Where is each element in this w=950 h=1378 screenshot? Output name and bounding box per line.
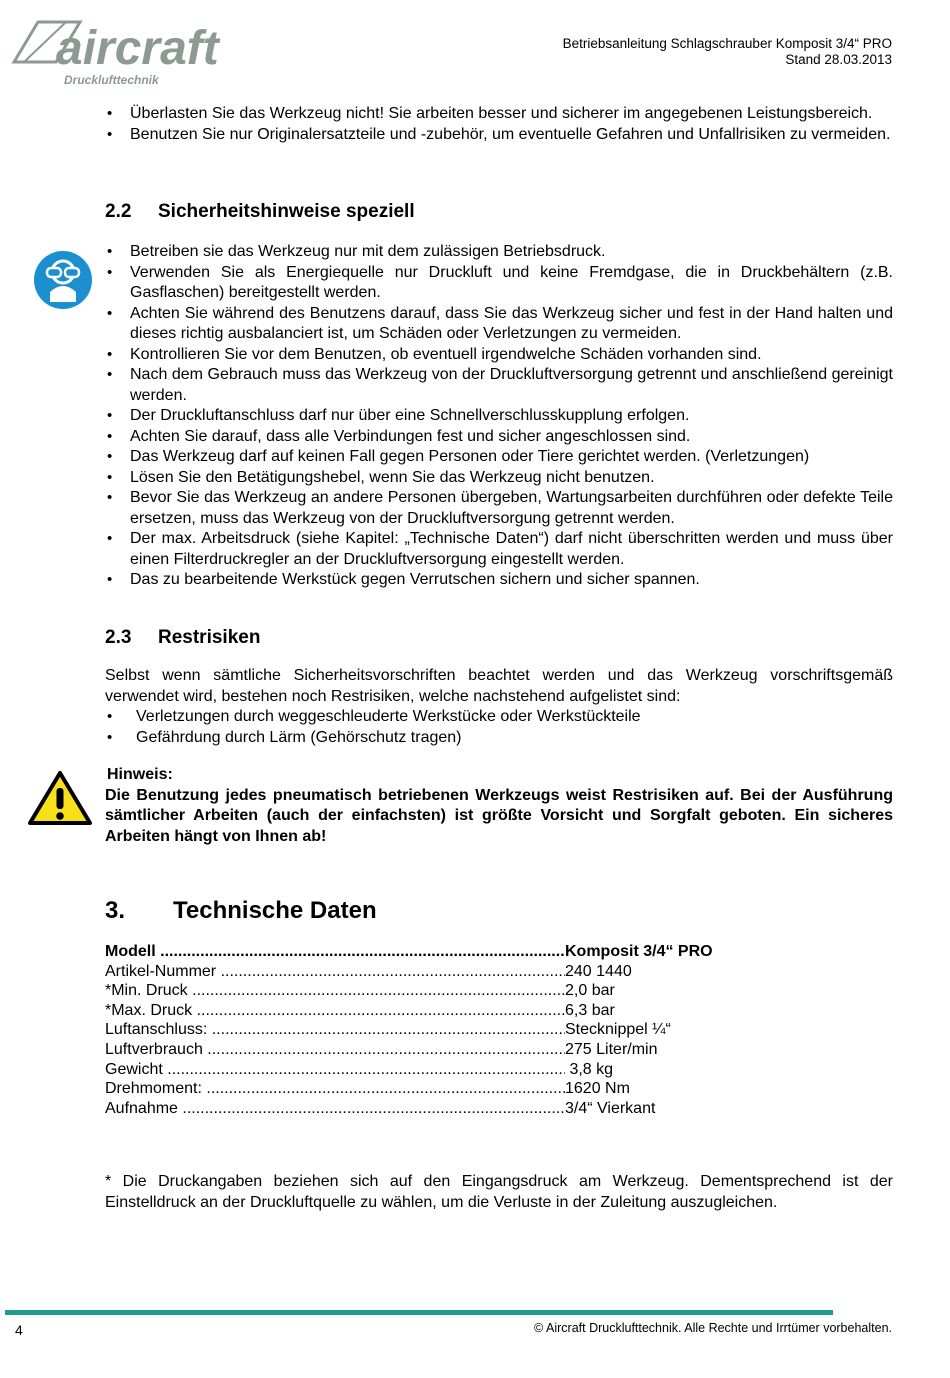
intro-section (105, 104, 893, 145)
page-number: 4 (15, 1322, 23, 1338)
section-3 (105, 896, 893, 926)
list-item: • Achten Sie darauf, dass alle Verbindungen fest und sicher angeschlossen sind. (105, 427, 893, 448)
document-header (563, 36, 892, 68)
note-label: Hinweis: (107, 766, 173, 783)
footnote (105, 1172, 893, 1213)
logo-subtext: Drucklufttechnik (64, 73, 159, 87)
section-heading: 2.3 Restrisiken (105, 627, 261, 648)
list-item: • Benutzen Sie nur Originalersatzteile und -zubehör, um eventuelle Gefahren und Unfallrisiken zu vermeiden. (105, 125, 893, 146)
footnote-text: * Die Druckangaben beziehen sich auf den Eingangsdruck am Werkzeug. Dementsprechend ist der Einstelldruck an der Druckluftquelle zu wählen, um die Verluste in der Zuleitung auszugleichen. (105, 1173, 893, 1211)
footer-divider (5, 1310, 833, 1315)
table-row: Luftverbrauch ..... 275 Liter/min (105, 1040, 893, 1060)
list-item: • Verletzungen durch weggeschleuderte Werkstücke oder Werkstückteile (105, 707, 893, 728)
paragraph: Selbst wenn sämtliche Sicherheitsvorschriften beachtet werden und das Werkzeug vorschriftsgemäß verwendet wird, bestehen noch Restrisiken, welche nachstehend aufgelistet sind: (105, 667, 893, 705)
section-2-3-body (105, 666, 893, 748)
table-row: Modell ..... Komposit 3/4“ PRO (105, 942, 893, 962)
section-2-2 (105, 200, 893, 224)
eye-protection-icon (33, 250, 93, 315)
table-row: Gewicht ..... 3,8 kg (105, 1060, 893, 1080)
document-title: Betriebsanleitung Schlagschrauber Komposit 3/4“ PRO (562, 36, 892, 51)
warning-icon (27, 770, 93, 831)
document-date: Stand 28.03.2013 (785, 52, 892, 67)
table-row: Artikel-Nummer ..... 240 1440 (105, 962, 893, 982)
list-item: • Der Druckluftanschluss darf nur über eine Schnellverschlusskupplung erfolgen. (105, 406, 893, 427)
table-row: *Max. Druck ..... 6,3 bar (105, 1001, 893, 1021)
table-row: Drehmoment: ..... 1620 Nm (105, 1079, 893, 1099)
list-item: • Verwenden Sie als Energiequelle nur Druckluft und keine Fremdgase, die in Druckbehältern (z.B. Gasflaschen) bereitgestellt werden. (105, 263, 893, 304)
table-row: Luftanschluss: ..... Stecknippel ¼“ (105, 1020, 893, 1040)
section-2-3 (105, 626, 893, 650)
list-item: • Nach dem Gebrauch muss das Werkzeug von der Druckluftversorgung getrennt und anschließend gereinigt werden. (105, 365, 893, 406)
section-2-2-list (105, 242, 893, 591)
list-item: • Der max. Arbeitsdruck (siehe Kapitel: „Technische Daten“) darf nicht überschritten werden und muss über einen Filterdruckregler an der Druckluftversorgung eingestellt werden. (105, 529, 893, 570)
copyright: © Aircraft Drucklufttechnik. Alle Rechte und Irrtümer vorbehalten. (534, 1321, 892, 1335)
list-item: • Betreiben sie das Werkzeug nur mit dem zulässigen Betriebsdruck. (105, 242, 893, 263)
list-item: • Überlasten Sie das Werkzeug nicht! Sie arbeiten besser und sicherer im angegebenen Leistungsbereich. (105, 104, 893, 125)
table-row: Aufnahme ..... 3/4“ Vierkant (105, 1099, 893, 1119)
list-item: • Lösen Sie den Betätigungshebel, wenn Sie das Werkzeug nicht benutzen. (105, 468, 893, 489)
note-block (105, 765, 893, 847)
list-item: • Kontrollieren Sie vor dem Benutzen, ob eventuell irgendwelche Schäden vorhanden sind. (105, 345, 893, 366)
logo-text: aircraft (56, 22, 219, 75)
list-item: • Das Werkzeug darf auf keinen Fall gegen Personen oder Tiere gerichtet werden. (Verletzungen) (105, 447, 893, 468)
section-heading: 2.2 Sicherheitshinweise speziell (105, 201, 415, 222)
list-item: • Bevor Sie das Werkzeug an andere Personen übergeben, Wartungsarbeiten durchführen oder defekte Teile ersetzen, muss das Werkzeug von der Druckluftversorgung getrennt werden. (105, 488, 893, 529)
table-row: *Min. Druck ..... 2,0 bar (105, 981, 893, 1001)
list-item: • Das zu bearbeitende Werkstück gegen Verrutschen sichern und sicher spannen. (105, 570, 893, 591)
list-item: • Gefährdung durch Lärm (Gehörschutz tragen) (105, 728, 893, 749)
section-heading: 3. Technische Daten (105, 897, 377, 924)
list-item: • Achten Sie während des Benutzens darauf, dass Sie das Werkzeug sicher und fest in der Hand halten und dieses richtig ausbalanciert ist, um Schäden oder Verletzungen zu vermeiden. (105, 304, 893, 345)
note-text: Die Benutzung jedes pneumatisch betriebenen Werkzeugs weist Restrisiken auf. Bei der Ausführung sämtlicher Arbeiten (auch der einfachsten) ist größte Vorsicht und Sorgfalt geboten. Ein sicheres Arbeiten hängt von Ihnen ab! (105, 786, 893, 845)
aircraft-logo (10, 18, 270, 90)
tech-data-table (105, 942, 893, 1118)
